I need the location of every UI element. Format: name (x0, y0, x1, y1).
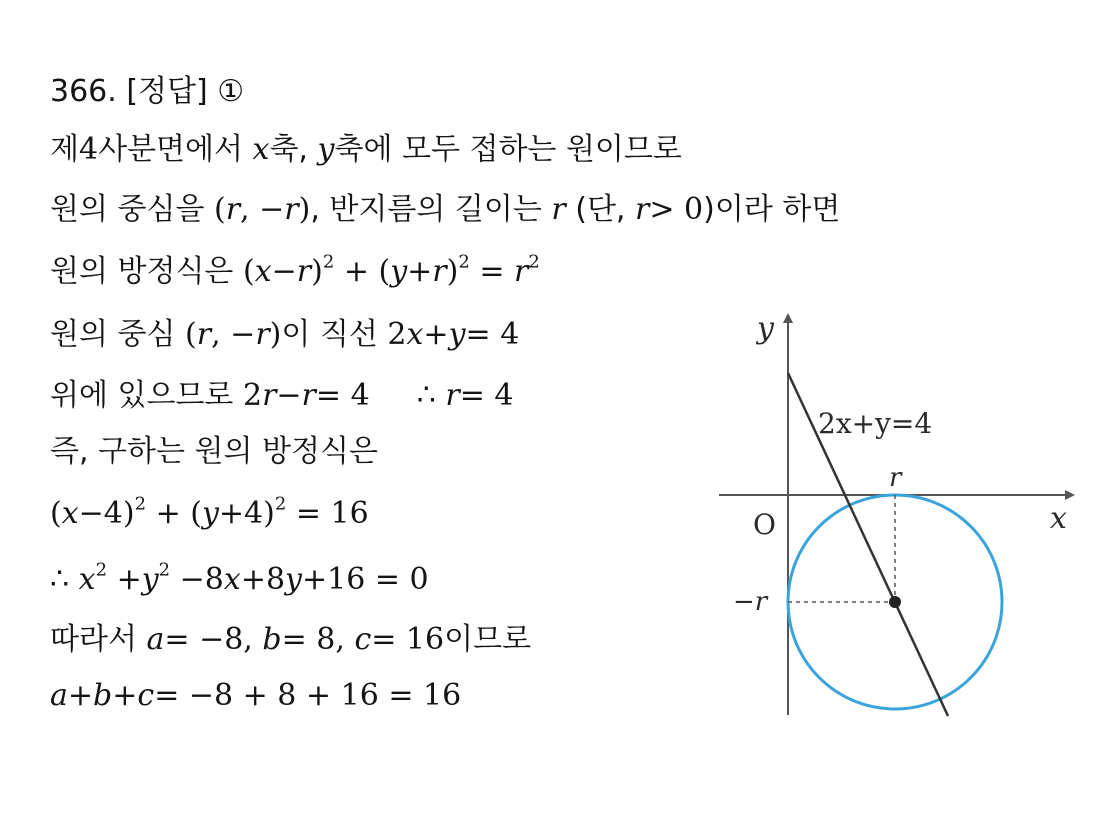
solution-line-8 (50, 560, 429, 600)
math: = 4 (459, 378, 514, 413)
math: + (67, 678, 94, 713)
math: ) (446, 254, 459, 289)
problem-number: 366. (50, 74, 117, 109)
solution-line-7 (50, 494, 369, 534)
math-variable: x (406, 317, 424, 352)
math: = −8 + 8 + 16 = 16 (154, 678, 462, 713)
math-variable: r (284, 192, 299, 227)
math-variable: r (255, 317, 270, 352)
text: 제 (50, 132, 79, 167)
math-variable: r (196, 317, 212, 352)
math-variable: y (317, 132, 335, 167)
math-variable: y (390, 254, 408, 289)
text: 원의 중심을 (50, 192, 205, 227)
x-axis-label: x (1050, 501, 1067, 536)
math: + (423, 317, 449, 352)
math: , (211, 317, 221, 352)
text: 축에 모두 접하는 원이므로 (334, 132, 682, 167)
math: + ( (155, 496, 202, 531)
math-variable: b (93, 678, 113, 713)
math: ) (311, 254, 323, 289)
circle-tangent-diagram (705, 300, 1085, 730)
math: = 4 (315, 378, 370, 413)
math: > 0 (649, 192, 704, 227)
therefore-symbol: ∴ (50, 562, 70, 597)
exponent: 2 (134, 493, 147, 515)
math-variable: r (301, 378, 316, 413)
math: = (479, 254, 505, 289)
math: ( (50, 496, 62, 531)
math: + (116, 562, 142, 597)
exponent: 2 (458, 251, 470, 273)
text: 이므로 (444, 622, 532, 657)
math: − (276, 378, 302, 413)
math-variable: y (448, 317, 466, 352)
math-variable: y (201, 496, 219, 531)
math: − (230, 317, 256, 352)
math-variable: x (78, 562, 96, 597)
math-variable: r (296, 254, 312, 289)
math: +16 = 0 (302, 562, 429, 597)
solution-line-1 (50, 130, 682, 170)
math: = 4 (465, 317, 520, 352)
math-variable: x (252, 132, 270, 167)
math: − (271, 254, 297, 289)
math: 2 (242, 378, 263, 413)
exponent: 2 (274, 493, 287, 515)
circle-center-point (889, 596, 901, 608)
solution-line-4 (50, 315, 519, 355)
math: ( (242, 254, 255, 289)
r-label: r (889, 463, 902, 493)
math: −4) (78, 496, 135, 531)
solution-line-9 (50, 620, 531, 660)
text: 이 직선 (281, 317, 378, 352)
math-variable: x (61, 496, 79, 531)
text: 원의 중심 (50, 317, 176, 352)
therefore-symbol: ∴ (416, 378, 436, 413)
math: = 8, (281, 622, 345, 657)
exponent: 2 (95, 559, 108, 581)
text: 위에 있으므로 (50, 378, 234, 413)
text: , 반지름의 길이는 (310, 192, 542, 227)
math-variable: a (146, 622, 165, 657)
y-axis-label: y (757, 311, 774, 346)
text: (단, (575, 192, 626, 227)
math-variable: r (445, 378, 460, 413)
text: 축, (269, 132, 308, 167)
math: +8 (240, 562, 286, 597)
text: 따라서 (50, 622, 137, 657)
math: 2 (387, 317, 407, 352)
origin-label: O (753, 508, 776, 541)
text: 즉, 구하는 원의 방정식은 (50, 434, 378, 469)
math: = −8, (164, 622, 253, 657)
text: 사분면에서 (98, 132, 243, 167)
solution-line-2 (50, 190, 840, 230)
math-variable: x (254, 254, 272, 289)
answer-choice: ① (217, 74, 245, 109)
math-variable: r (225, 192, 241, 227)
math: + (112, 678, 138, 713)
math: −8 (179, 562, 224, 597)
exponent: 2 (322, 251, 335, 273)
answer-tag: [정답] (126, 74, 208, 109)
math-variable: x (223, 562, 241, 597)
math-variable: r (262, 378, 277, 413)
math: ( (185, 317, 197, 352)
math: = 16 (295, 496, 369, 531)
solution-line-10 (50, 676, 461, 716)
math-variable: r (635, 192, 650, 227)
math-variable: r (551, 192, 566, 227)
math-variable: y (141, 562, 159, 597)
math: 4 (78, 132, 99, 167)
solution-line-5 (50, 376, 514, 416)
exponent: 2 (528, 251, 540, 273)
math: ) (269, 317, 282, 352)
math-variable: c (137, 678, 155, 713)
math-variable: y (285, 562, 302, 597)
text: )이라 하면 (703, 192, 841, 227)
math-variable: r (514, 254, 529, 289)
exponent: 2 (158, 559, 171, 581)
math: ( (213, 192, 226, 227)
math-variable: a (50, 678, 68, 713)
math-variable: b (262, 622, 282, 657)
text: 원의 방정식은 (50, 254, 234, 289)
problem-header (50, 72, 244, 112)
solution-line-6 (50, 432, 378, 472)
math: +4) (218, 496, 275, 531)
math: − (259, 192, 285, 227)
solution-line-3 (50, 252, 540, 292)
math: + ( (343, 254, 391, 289)
math: , (240, 192, 250, 227)
math: ) (298, 192, 311, 227)
math-variable: r (432, 254, 447, 289)
math: = 16 (371, 622, 445, 657)
math-variable: c (354, 622, 372, 657)
neg-r-label: −r (733, 587, 768, 617)
math: + (407, 254, 433, 289)
line-equation-label: 2x+y=4 (818, 407, 933, 440)
circle-equation (242, 251, 540, 289)
